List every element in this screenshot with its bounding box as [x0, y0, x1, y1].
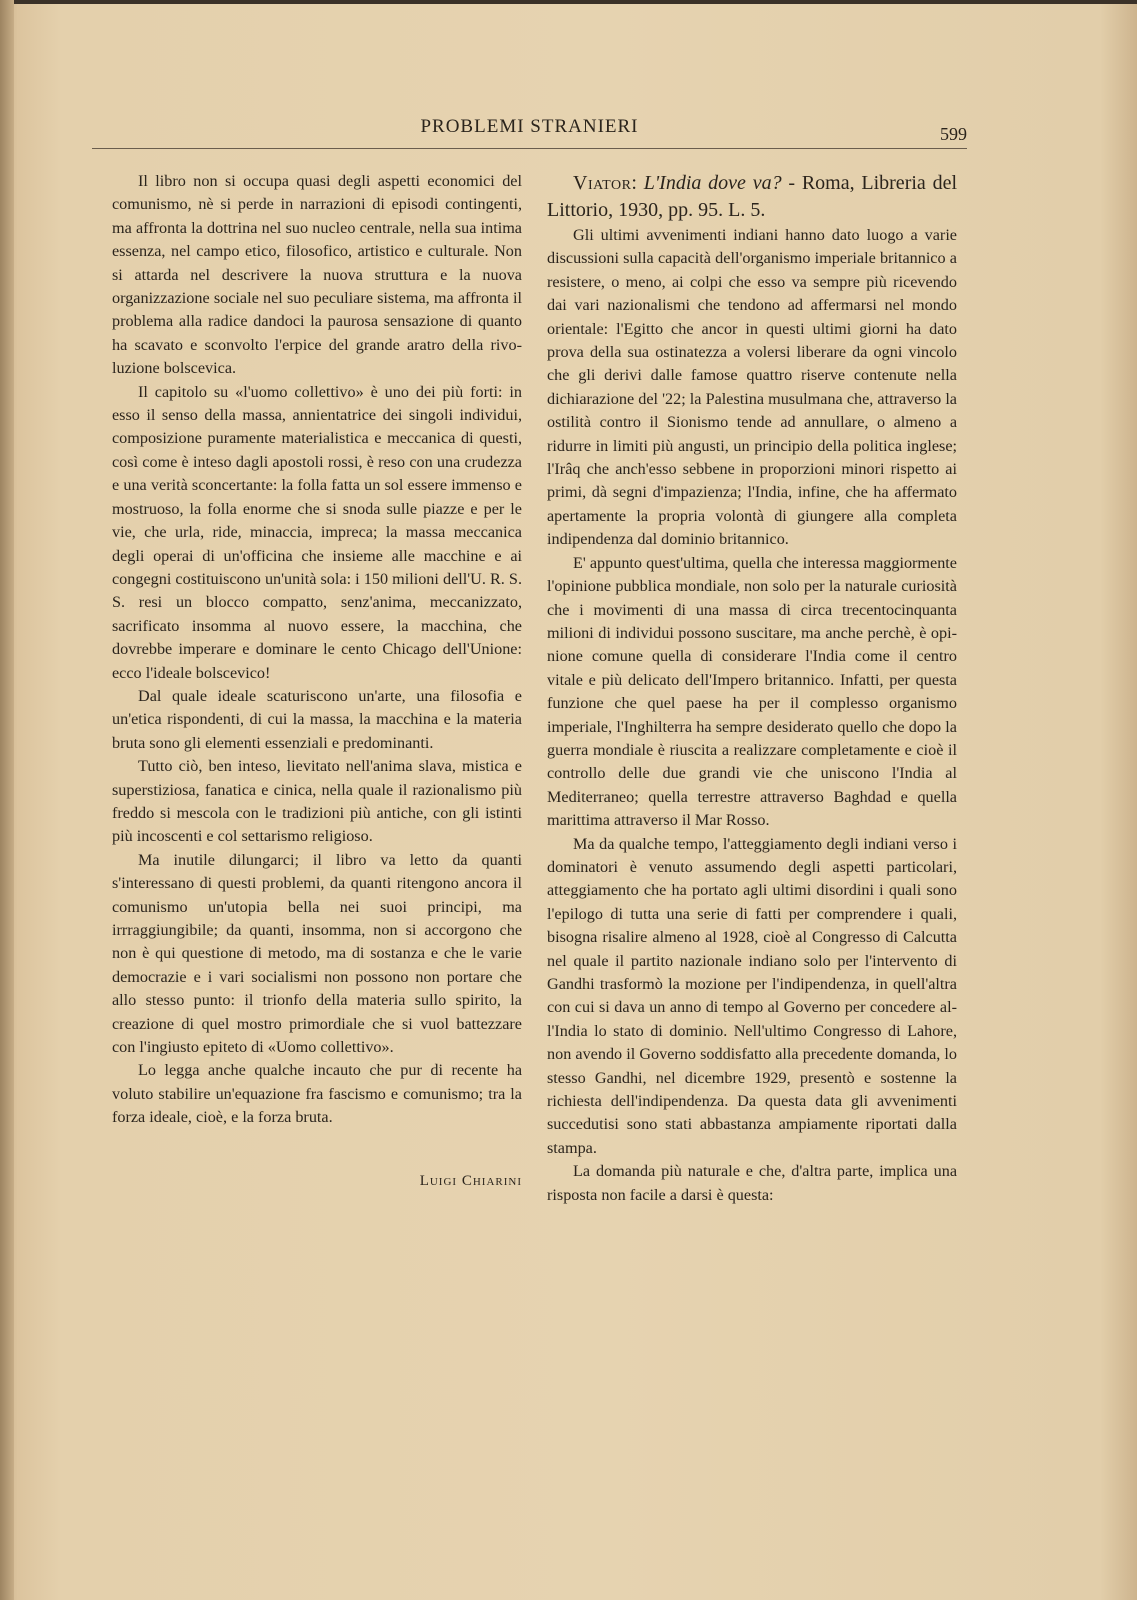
running-title: PROBLEMI STRANIERI — [420, 116, 639, 137]
paragraph: Il capitolo su «l'uomo collettivo» è uno dei più forti: in esso il senso della massa, annientatrice dei singoli individui, composizione puramente materialistica e meccanica di questi, così come è inteso dagli apostoli rossi, è reso con una crudezza e una verità sconcertante: la folla fatta un sol essere immenso e mostruoso, la folla enorme che si snoda sulle piazze e per le vie, che urla, ride, minaccia, impreca; la massa meccanica degli operai di un'officina che insieme alle macchine e ai congegni costituiscono un'unità sola: i 150 milioni dell'U. R. S. S. resi un blocco compatto, senz'anima, meccanizzato, sacrificato insomma al nuovo essere, la macchina, che dovrebbe imperare e dominare le cento Chicago dell'Unione: ecco l'ideale bolscevico! — [112, 382, 522, 682]
right-column — [547, 170, 957, 1207]
book-citation — [547, 170, 957, 224]
author-signature: Luigi Chiarini — [419, 1172, 522, 1189]
paragraph: Tutto ciò, ben inteso, lievitato nell'anima slava, mistica e superstiziosa, fanatica e cinica, nella quale il razionalismo più freddo si mescola con le tradizioni più antiche, con gli istinti più incoscenti e col settarismo religioso. — [112, 757, 522, 846]
paragraph: Il libro non si occupa quasi degli aspetti economici del comunismo, nè si perde in narrazioni di episodi contingenti, ma affronta la dottrina nel suo nucleo centrale, nella sua intima essenza, nel campo etico, filosofico, artistico e culturale. Non si attarda nel descrivere la nuova struttura e la nuova organizzazione sociale nel suo peculiare sistema, ma affronta il problema alla radice dandoci la paurosa sensazione di quanto ha scavato e sconvolto l'erpice del grande aratro della rivoluzione bolscevica. — [112, 172, 522, 378]
citation-separator: : — [631, 172, 644, 194]
page-header — [92, 114, 967, 149]
left-column — [112, 170, 522, 1193]
paragraph: Ma da qualche tempo, l'atteggiamento degli indiani verso i dominatori è venuto assumendo degli aspetti particolari, atteggiamento che ha portato agli ultimi disordini i quali sono l'epilogo di tutta una serie di fatti per comprendere i quali, bisogna risalire almeno al 1928, cioè al Congresso di Calcutta nel quale il partito nazionale indiano solo per l'intervento di Gandhi trasformò la mozione per l'indipendenza, in quell'altra con cui si dava un anno di tempo al Governo per concedere all'India lo stato di dominio. Nell'ultimo Congresso di Lahore, non avendo il Governo soddisfatto alla precedente domanda, lo stesso Gandhi, nel dicembre 1929, presentò e sostenne la richiesta dell'indipendenza. Da questa data gli avvenimenti succedutisi sono stati abbastanza ampiamente riportati dalla stampa. — [547, 834, 957, 1157]
page-top-edge — [0, 0, 1137, 4]
paragraph: Lo legga anche qualche incauto che pur di recente ha voluto stabilire un'equazione fra fascismo e comunismo; tra la forza ideale, cioè, e la forza bruta. — [112, 1061, 522, 1127]
page-binding-edge — [0, 0, 14, 1600]
page-number: 599 — [940, 124, 967, 144]
citation-details: - Roma, Libreria del Littorio, 1930, pp. 95. L. 5. — [547, 172, 957, 221]
citation-author: Viator — [573, 172, 632, 194]
citation-title: L'India dove va? — [643, 172, 782, 194]
paragraph: Dal quale ideale scaturiscono un'arte, una filosofia e un'etica rispondenti, di cui la massa, la macchina e la materia bruta sono gli elementi essenziali e predominanti. — [112, 686, 522, 752]
paragraph: La domanda più naturale e che, d'altra parte, implica una risposta non facile a darsi è questa: — [547, 1162, 957, 1204]
paragraph: Gli ultimi avvenimenti indiani hanno dato luogo a varie discussioni sulla capacità dell'organismo imperiale britannico a resistere, o meno, ai colpi che esso va sempre più ricevendo dai vari nazionalismi che tendono ad affermarsi nel mondo orientale: l'Egitto che ancor in questi ultimi giorni ha dato prova della sua ostinatezza a volersi liberare da ogni vincolo che gli derivi dalle famose quattro riserve contenute nella dichiarazione del '22; la Palestina musulmana che, attraverso la ostilità contro il Sionismo tende ad annullare, o almeno a ridurre in limiti più angusti, un principio della politica inglese; l'Irâq che anch'esso sebbene in proporzioni minori rispetto ai primi, dà segni d'impazienza; l'India, infine, che ha affermato apertamente la propria volontà di giungere alla completa indipendenza dal dominio britannico. — [547, 226, 957, 549]
paragraph: E' appunto quest'ultima, quella che interessa maggiormente l'opinione pubblica mondiale, non solo per la naturale curiosità che i movimenti di una massa di circa trecentocinquanta milioni di individui possono suscitare, ma anche perchè, è opinione comune quella di considerare l'India come il centro vitale e più delicato dell'Impero britannico. Infatti, per questa funzione che quel paese ha per il complesso organismo imperiale, l'Inghilterra ha sempre desiderato quello che dopo la guerra mondiale è riuscita a realizzare completamente e cioè il controllo delle due grandi vie che uniscono l'India al Mediterraneo; quella terrestre attraverso Baghdad e quella marittima attraverso il Mar Rosso. — [547, 553, 957, 830]
paragraph: Ma inutile dilungarci; il libro va letto da quanti s'interessano di questi problemi, da quanti ritengono ancora il comunismo un'utopia bella nei suoi principi, ma irrraggiungibile; da quanti, insomma, non si accorgono che non è qui questione di metodo, ma di sostanza e che le varie democrazie e i vari socialismi non possono non portare che allo stesso punto: il trionfo della materia sullo spirito, la creazione di quel mostro primordiale che si vuol battezzare con l'ingiusto epiteto di «Uomo collettivo». — [112, 850, 522, 1057]
